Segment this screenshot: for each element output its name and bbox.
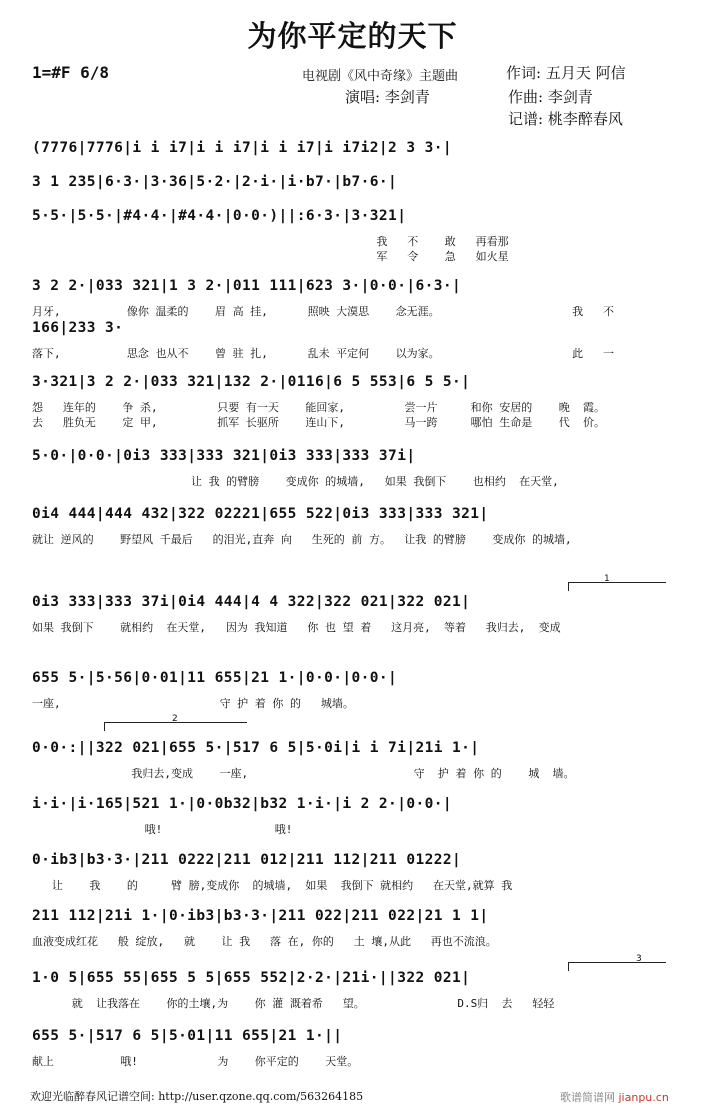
lyricist: 作词: 五月天 阿信: [506, 64, 626, 82]
notation-line: 655 5·|517 6 5|5·01|11 655|21 1·||: [32, 1028, 343, 1044]
lyric-line: 哦! 哦!: [32, 823, 293, 836]
notation-line: 211 112|21i 1·|0·ib3|b3·3·|211 022|211 022|21 1 1|: [32, 908, 489, 924]
lyric-line: 我 不 敢 再看那: [32, 235, 509, 248]
footer-text: 欢迎光临醉春风记谱空间: http://user.qzone.qq.com/563264185: [30, 1090, 364, 1103]
lyric-line: 落下, 思念 也从不 曾 驻 扎, 乱未 平定何 以为家。 此 一: [32, 347, 614, 360]
notation-line: 0·0·:||322 021|655 5·|517 6 5|5·0i|i i 7i|21i 1·|: [32, 740, 480, 756]
notation-line: 3 2 2·|033 321|1 3 2·|011 111|623 3·|0·0·|6·3·|: [32, 278, 462, 294]
watermark-prefix: 歌谱简谱网: [560, 1091, 615, 1104]
notation-line: 1·0 5|655 55|655 5 5|655 552|2·2·|21i·||322 021|: [32, 970, 471, 986]
notation-line: 166|233 3·: [32, 320, 124, 336]
composer: 作曲: 李剑青: [508, 88, 593, 106]
notation-line: 655 5·|5·56|0·01|11 655|21 1·|0·0·|0·0·|: [32, 670, 398, 686]
lyric-line: 就 让我落在 你的土壤,为 你 灌 溉着希 望。 D.S归 去 轻轻: [32, 997, 555, 1010]
key-signature: 1=#F 6/8: [32, 63, 110, 82]
lyric-line: 血液变成红花 般 绽放, 就 让 我 落 在, 你的 土 壤,从此 再也不流浪。: [32, 935, 497, 948]
notation-line: 3 1 235|6·3·|3·36|5·2·|2·i·|i·b7·|b7·6·|: [32, 174, 398, 190]
notation-line: 0·ib3|b3·3·|211 0222|211 012|211 112|211 01222|: [32, 852, 462, 868]
lyric-line: 一座, 守 护 着 你 的 城墙。: [32, 697, 354, 710]
singer: 演唱: 李剑青: [345, 88, 430, 106]
notation-line: 0i4 444|444 432|322 02221|655 522|0i3 333|333 321|: [32, 506, 489, 522]
lyric-line: 我归去,变成 一座, 守 护 着 你 的 城 墙。: [32, 767, 575, 780]
lyric-line: 如果 我倒下 就相约 在天堂, 因为 我知道 你 也 望 着 这月亮, 等着 我归去, 变成: [32, 621, 561, 634]
notation-line: i·i·|i·165|521 1·|0·0b32|b32 1·i·|i 2 2·|0·0·|: [32, 796, 452, 812]
watermark: [560, 1089, 669, 1105]
lyric-line: 去 胜负无 定 甲, 抓军 长驱所 连山下, 马一跨 哪怕 生命是 代 价。: [32, 416, 606, 429]
lyric-line: 月牙, 像你 温柔的 眉 高 挂, 照映 大漠思 念无涯。 我 不: [32, 305, 614, 318]
notation-line: 0i3 333|333 37i|0i4 444|4 4 322|322 021|322 021|: [32, 594, 471, 610]
watermark-site[interactable]: jianpu.cn: [618, 1091, 669, 1104]
lyric-line: 怨 连年的 争 杀, 只要 有一天 能回家, 尝一片 和你 安居的 晚 霞。: [32, 401, 606, 414]
lyric-line: 就让 逆风的 野望风 千最后 的泪光,直奔 向 生死的 前 方。 让我 的臂膀 变成你 的城墙,: [32, 533, 572, 546]
notation-line: (7776|7776|i i i7|i i i7|i i i7|i i7i2|2 3 3·|: [32, 140, 452, 156]
transcriber: 记谱: 桃李醉春风: [508, 110, 623, 128]
subtitle: 电视剧《风中奇缘》主题曲: [302, 69, 459, 84]
notation-line: 5·5·|5·5·|#4·4·|#4·4·|0·0·)||:6·3·|3·321|: [32, 208, 407, 224]
notation-line: 5·0·|0·0·|0i3 333|333 321|0i3 333|333 37i|: [32, 448, 416, 464]
page-title: 为你平定的天下: [247, 19, 458, 53]
lyric-line: 让 我 的 臂 膀,变成你 的城墙, 如果 我倒下 就相约 在天堂,就算 我: [32, 879, 513, 892]
notation-line: 3·321|3 2 2·|033 321|132 2·|0116|6 5 553|6 5 5·|: [32, 374, 471, 390]
lyric-line: 军 令 急 如火星: [32, 250, 509, 263]
lyric-line: 让 我 的臂膀 变成你 的城墙, 如果 我倒下 也相约 在天堂,: [32, 475, 559, 488]
lyric-line: 献上 哦! 为 你平定的 天堂。: [32, 1055, 359, 1068]
